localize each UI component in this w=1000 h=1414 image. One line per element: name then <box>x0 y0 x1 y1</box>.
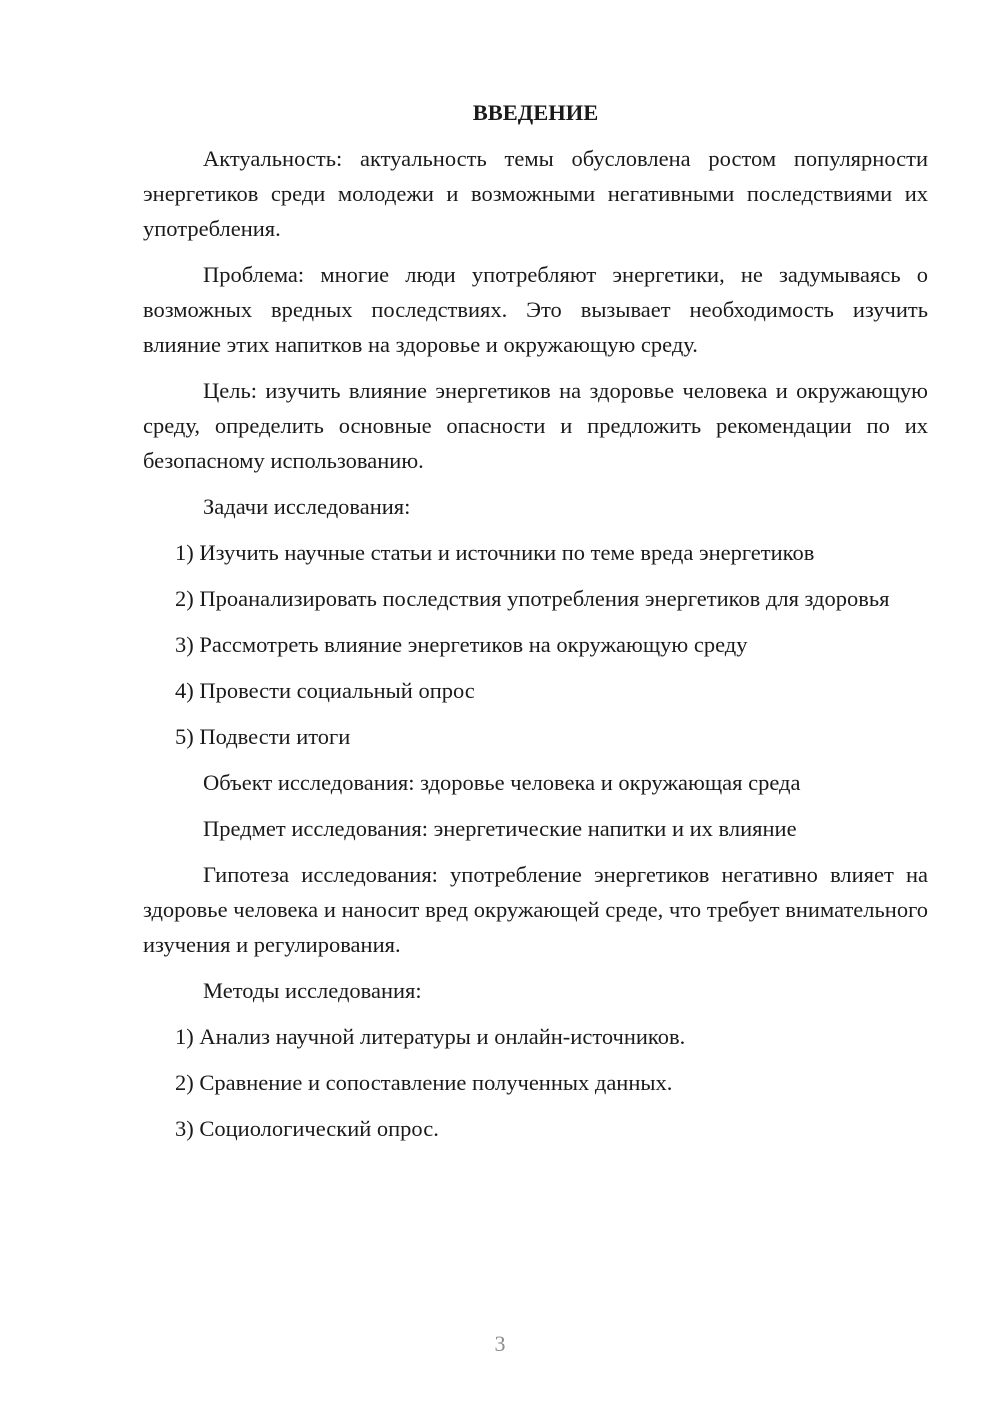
methods-heading: Методы исследования: <box>203 978 422 1003</box>
method-item: 3) Социологический опрос. <box>175 1116 439 1141</box>
tasks-heading: Задачи исследования: <box>203 494 411 519</box>
task-item: 1) Изучить научные статьи и источники по теме вреда энергетиков <box>175 540 815 565</box>
task-item: 5) Подвести итоги <box>175 724 351 749</box>
document-body <box>143 95 928 1157</box>
method-item: 2) Сравнение и сопоставление полученных данных. <box>175 1070 673 1095</box>
task-item: 3) Рассмотреть влияние энергетиков на окружающую среду <box>175 632 748 657</box>
task-item: 2) Проанализировать последствия употребления энергетиков для здоровья <box>175 586 890 611</box>
hypothesis-paragraph: Гипотеза исследования: употребление энергетиков негативно влияет на здоровье человека и наносит вред окружающей среде, что требует внимательного изучения и регулирования. <box>143 862 928 957</box>
subject-paragraph: Предмет исследования: энергетические напитки и их влияние <box>203 816 797 841</box>
goal-paragraph: Цель: изучить влияние энергетиков на здоровье человека и окружающую среду, определить основные опасности и предложить рекомендации по их безопасному использованию. <box>143 378 928 473</box>
page-number: 3 <box>494 1331 506 1356</box>
relevance-paragraph: Актуальность: актуальность темы обусловлена ростом популярности энергетиков среди молодежи и возможными негативными последствиями их употребления. <box>143 146 928 241</box>
task-item: 4) Провести социальный опрос <box>175 678 475 703</box>
method-item: 1) Анализ научной литературы и онлайн-источников. <box>175 1024 686 1049</box>
object-paragraph: Объект исследования: здоровье человека и окружающая среда <box>203 770 801 795</box>
problem-paragraph: Проблема: многие люди употребляют энергетики, не задумываясь о возможных вредных последствиях. Это вызывает необходимость изучить влияние этих напитков на здоровье и окружающую среду. <box>143 262 928 357</box>
section-title: ВВЕДЕНИЕ <box>472 100 599 125</box>
